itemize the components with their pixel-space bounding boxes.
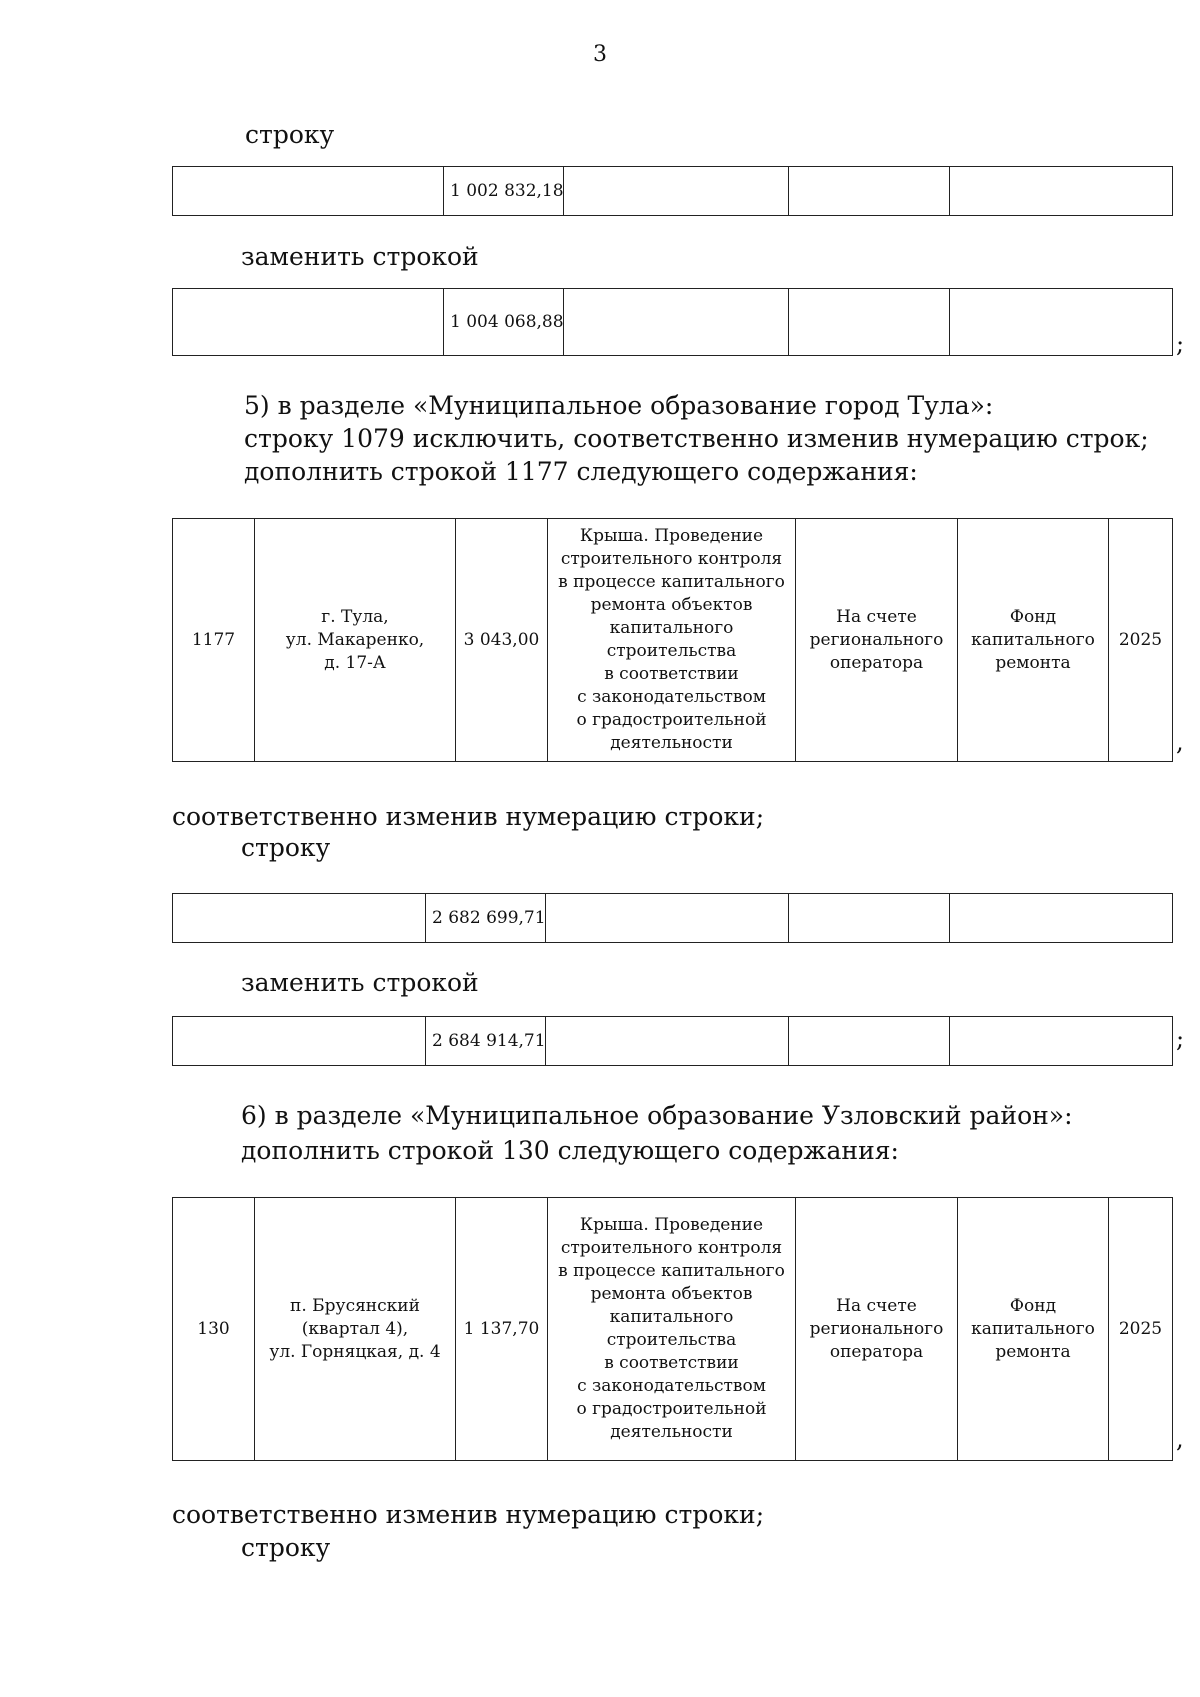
semicolon: ; [1176,1025,1185,1053]
cell-total-new: 2 684 914,71 [426,1017,546,1066]
page-number: 3 [593,42,607,67]
section-5-row-table [172,518,1173,762]
cell-empty [789,167,950,216]
cell-empty [789,289,950,356]
row-number: 1177 [173,519,255,762]
summary-row-new [172,288,1173,356]
row-address: г. Тула, ул. Макаренко, д. 17-А [255,519,456,762]
cell-total-old: 2 682 699,71 [426,894,546,943]
cell-empty [950,167,1173,216]
renumber-note: соответственно изменив нумерацию строки; [172,1500,765,1529]
cell-empty [564,167,789,216]
row-number: 130 [173,1198,255,1461]
cell-empty [789,1017,950,1066]
row-account: На счете регионального оператора [796,519,958,762]
row-work-type: Крыша. Проведение строительного контроля в процессе капитального ремонта объектов капитального строительства в соответствии с законодательством о градостроительной деятельности [548,1198,796,1461]
cell-empty [173,289,444,356]
cell-empty [950,894,1173,943]
cell-empty [173,1017,426,1066]
intro-text: строку [241,833,331,862]
summary-row-old [172,166,1173,216]
intro-text: строку [245,120,335,149]
cell-empty [173,894,426,943]
cell-empty [564,289,789,356]
cell-total-old: 1 002 832,18 [444,167,564,216]
row-amount: 3 043,00 [456,519,548,762]
comma: , [1176,728,1184,756]
replace-label: заменить строкой [241,968,479,997]
row-work-type: Крыша. Проведение строительного контроля в процессе капитального ремонта объектов капитального строительства в соответствии с законодательством о градостроительной деятельности [548,519,796,762]
row-address: п. Брусянский (квартал 4), ул. Горняцкая, д. 4 [255,1198,456,1461]
row-amount: 1 137,70 [456,1198,548,1461]
renumber-note: соответственно изменив нумерацию строки; [172,802,765,831]
row-fund: Фонд капитального ремонта [958,519,1109,762]
section-6-heading: 6) в разделе «Муниципальное образование Узловский район»: [241,1101,1073,1130]
cell-total-new: 1 004 068,88 [444,289,564,356]
section-5-line3: дополнить строкой 1177 следующего содержания: [244,457,918,486]
section-5-heading: 5) в разделе «Муниципальное образование город Тула»: [244,391,994,420]
section-6-line2: дополнить строкой 130 следующего содержания: [241,1136,899,1165]
row-account: На счете регионального оператора [796,1198,958,1461]
summary-row-old [172,893,1173,943]
cell-empty [546,1017,789,1066]
comma: , [1176,1425,1184,1453]
intro-text: строку [241,1533,331,1562]
semicolon: ; [1176,330,1185,358]
row-year: 2025 [1109,519,1173,762]
cell-empty [789,894,950,943]
section-6-row-table [172,1197,1173,1461]
section-5-line2: строку 1079 исключить, соответственно изменив нумерацию строк; [244,424,1149,453]
replace-label: заменить строкой [241,242,479,271]
row-fund: Фонд капитального ремонта [958,1198,1109,1461]
summary-row-new [172,1016,1173,1066]
row-year: 2025 [1109,1198,1173,1461]
cell-empty [950,289,1173,356]
cell-empty [173,167,444,216]
cell-empty [546,894,789,943]
cell-empty [950,1017,1173,1066]
